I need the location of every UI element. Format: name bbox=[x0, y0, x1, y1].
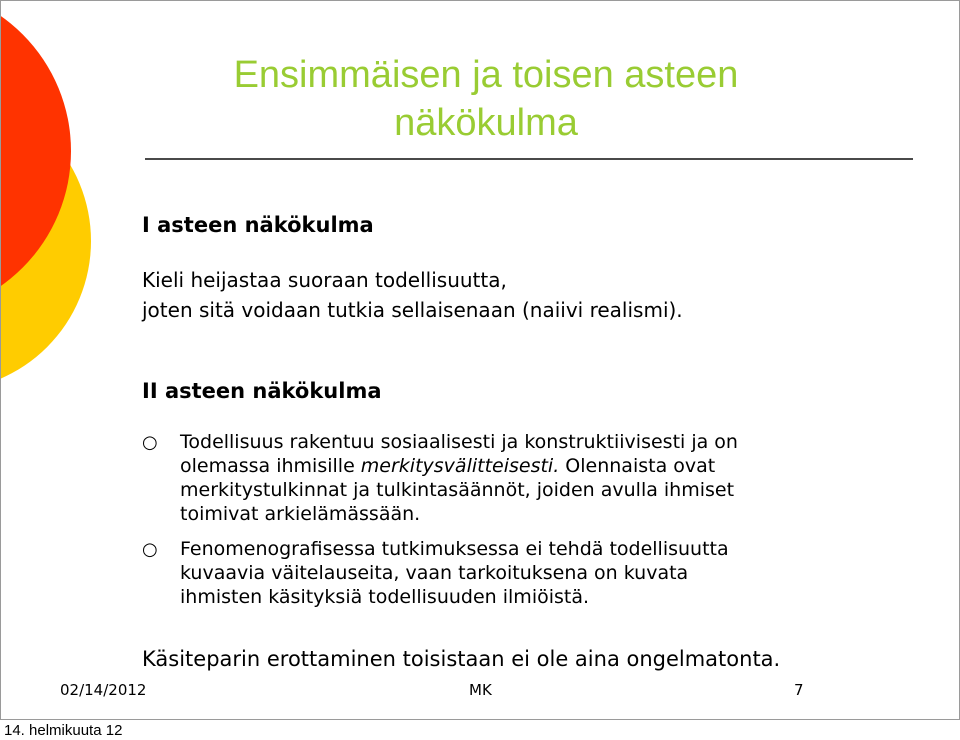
list-item bbox=[142, 537, 902, 609]
bottom-date-label: 14. helmikuuta 12 bbox=[4, 722, 123, 739]
bullet-line: toimivat arkielämässään. bbox=[180, 503, 421, 525]
footer-author: MK bbox=[469, 681, 492, 699]
paragraph-line-1: Kieli heijastaa suoraan todellisuutta, bbox=[142, 268, 507, 292]
footer-date: 02/14/2012 bbox=[60, 681, 147, 699]
list-item bbox=[142, 430, 902, 526]
closing-statement: Käsiteparin erottaminen toisistaan ei ole aina ongelmatonta. bbox=[142, 647, 781, 671]
bullet-line: Fenomenografisessa tutkimuksessa ei tehdä todellisuutta bbox=[180, 538, 729, 560]
slide-title bbox=[141, 51, 831, 147]
bullet-line: merkitystulkinnat ja tulkintasäännöt, joiden avulla ihmiset bbox=[180, 479, 735, 501]
paragraph-line-2: joten sitä voidaan tutkia sellaisenaan (naiivi realismi). bbox=[142, 298, 683, 322]
circle-bullet-icon: ○ bbox=[142, 539, 158, 560]
bullet-list bbox=[142, 430, 902, 620]
slide-title-line-2: näkökulma bbox=[394, 102, 578, 144]
bullet-line bbox=[180, 454, 902, 478]
footer-page-number: 7 bbox=[794, 681, 804, 699]
slide-title-line-1: Ensimmäisen ja toisen asteen bbox=[233, 54, 739, 96]
section-paragraph-first-order bbox=[142, 265, 683, 325]
bullet-line: kuvaavia väitelauseita, vaan tarkoituksena on kuvata bbox=[180, 562, 689, 584]
bullet-line: Todellisuus rakentuu sosiaalisesti ja konstruktiivisesti ja on bbox=[180, 431, 738, 453]
bullet-emphasis: merkitysvälitteisesti. bbox=[360, 455, 560, 477]
decorative-circles bbox=[1, 1, 111, 401]
section-heading-second-order: II asteen näkökulma bbox=[142, 379, 382, 403]
section-heading-first-order: I asteen näkökulma bbox=[142, 213, 374, 237]
bullet-text: Olennaista ovat bbox=[559, 455, 716, 477]
bullet-line: ihmisten käsityksiä todellisuuden ilmiöistä. bbox=[180, 586, 590, 608]
title-divider bbox=[145, 158, 913, 160]
bullet-text: olemassa ihmisille bbox=[180, 455, 361, 477]
circle-bullet-icon: ○ bbox=[142, 432, 158, 453]
